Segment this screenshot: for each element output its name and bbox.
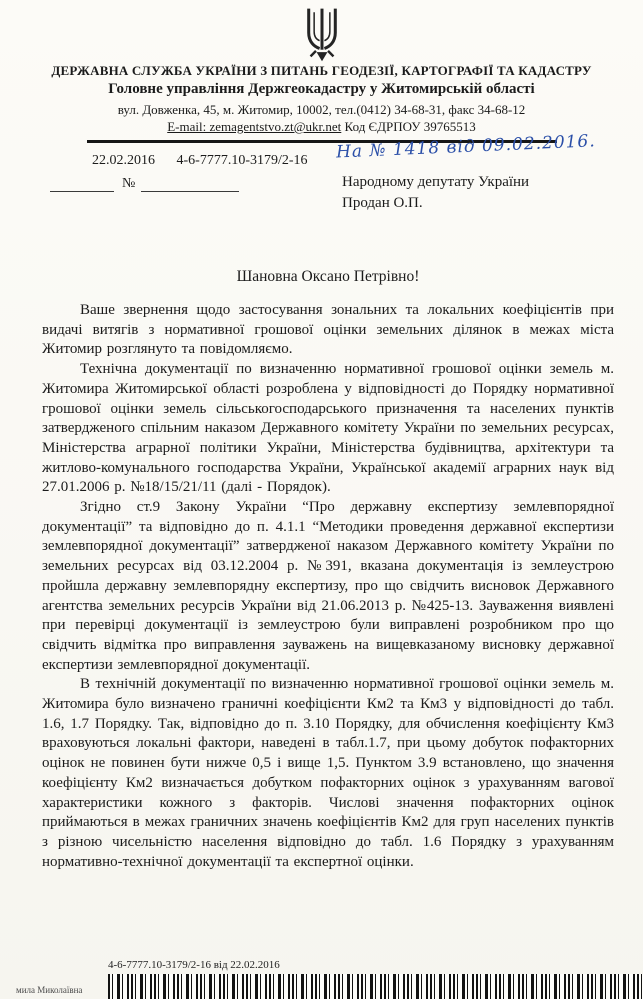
org-address: вул. Довженка, 45, м. Житомир, 10002, тел.(0412) 34-68-31, факс 34-68-12 bbox=[117, 102, 526, 117]
org-email: E-mail: zemagentstvo.zt@ukr.net bbox=[167, 119, 342, 134]
salutation: Шановна Оксано Петрівно! bbox=[236, 268, 420, 285]
paragraph: Технічна документації по визначенню нормативної грошової оцінки земель м. Житомира Житомирської області розроблена у відповідності до Порядку нормативної грошової оцінки земель сільськогосподарського призначення та населених пунктів затвердженого спільним наказом Державного комітету України по земельних ресурсах, Міністерства аграрної політики України, Міністерства будівництва, архітектури та житлово-комунального господарства України, Української академії аграрних наук від 27.01.2006 р. №18/15/21/11 (далі - Порядок). bbox=[42, 361, 614, 496]
recipient-name: Продан О.П. bbox=[342, 195, 423, 211]
number-sign: № bbox=[122, 176, 136, 191]
org-edrpou: Код ЄДРПОУ 39765513 bbox=[344, 119, 476, 134]
ukraine-trident-icon bbox=[302, 5, 342, 63]
executor-note: мила Миколаївна bbox=[16, 985, 83, 995]
barcode bbox=[108, 974, 643, 999]
recipient-block bbox=[342, 172, 529, 214]
recipient-title: Народному депутату України bbox=[342, 174, 530, 190]
paragraph: Ваше звернення щодо застосування зональних та локальних коефіцієнтів при видачі витягів з нормативної грошової оцінки земельних ділянок в межах міста Житомир розглянуто та повідомляємо. bbox=[42, 302, 614, 358]
letter-content bbox=[42, 268, 614, 872]
department-name: Головне управління Держгеокадастру у Житомирській області bbox=[108, 81, 535, 97]
emblem-container bbox=[0, 0, 643, 62]
org-name: ДЕРЖАВНА СЛУЖБА УКРАЇНИ З ПИТАНЬ ГЕОДЕЗІЇ, КАРТОГРАФІЇ ТА КАДАСТРУ bbox=[51, 63, 592, 78]
blank-underline bbox=[141, 179, 239, 192]
footer-reference: 4-6-7777.10-3179/2-16 від 22.02.2016 bbox=[108, 959, 280, 971]
paragraph: В технічній документації по визначенню нормативної грошової оцінки земель м. Житомира було визначено граничні коефіцієнти Км2 та Км3 у відповідності до табл. 1.6, 1.7 Порядку. Так, відповідно до п. 3.10 Порядку, для обчислення коефіцієнту Км3 враховуються локальні фактори, наведені в табл.1.7, при цьому добуток пофакторних оцінок не повинен бути нижче 0,5 і вище 1,5. Пунктом 3.9 встановлено, що значення коефіцієнту Км2 визначається добутком пофакторних оцінок з урахуванням вагової характеристики кожного з факторів. Числові значення пофакторних оцінок приймаються в межах граничних значень коефіцієнтів Км2 для груп населених пунктів з різною чисельністю населення відповідно до табл. 1.6 Порядку з урахуванням нормативно-технічної документації та експертної оцінки. bbox=[42, 676, 614, 870]
paragraph: Згідно ст.9 Закону України “Про державну експертизу землевпорядної документації” та відповідно до п. 4.1.1 “Методики проведення державної експертизи землевпорядної документації” затвердженої наказом Державного комітету України по земельних ресурсах від 03.12.2004 р. №391, вказана документація із землеустрою пройшла державну землевпорядну експертизу, про що свідчить висновок Державного агентства земельних ресурсів України від 21.06.2013 р. №425-13. Зауваження виявлені при перевірці документації із землеустрою були виправлені розробником про що свідчить відмітка про виправлення зауважень на вищевказаному висновку державної експертизи землевпорядної документації. bbox=[42, 499, 614, 673]
letter-date: 22.02.2016 bbox=[92, 153, 155, 168]
handwritten-note: На № 1418 від 09.02.2016. bbox=[335, 131, 597, 163]
letter-body bbox=[42, 301, 614, 872]
blank-underline bbox=[50, 179, 114, 192]
outgoing-number: 4-6-7777.10-3179/2-16 bbox=[176, 153, 308, 168]
